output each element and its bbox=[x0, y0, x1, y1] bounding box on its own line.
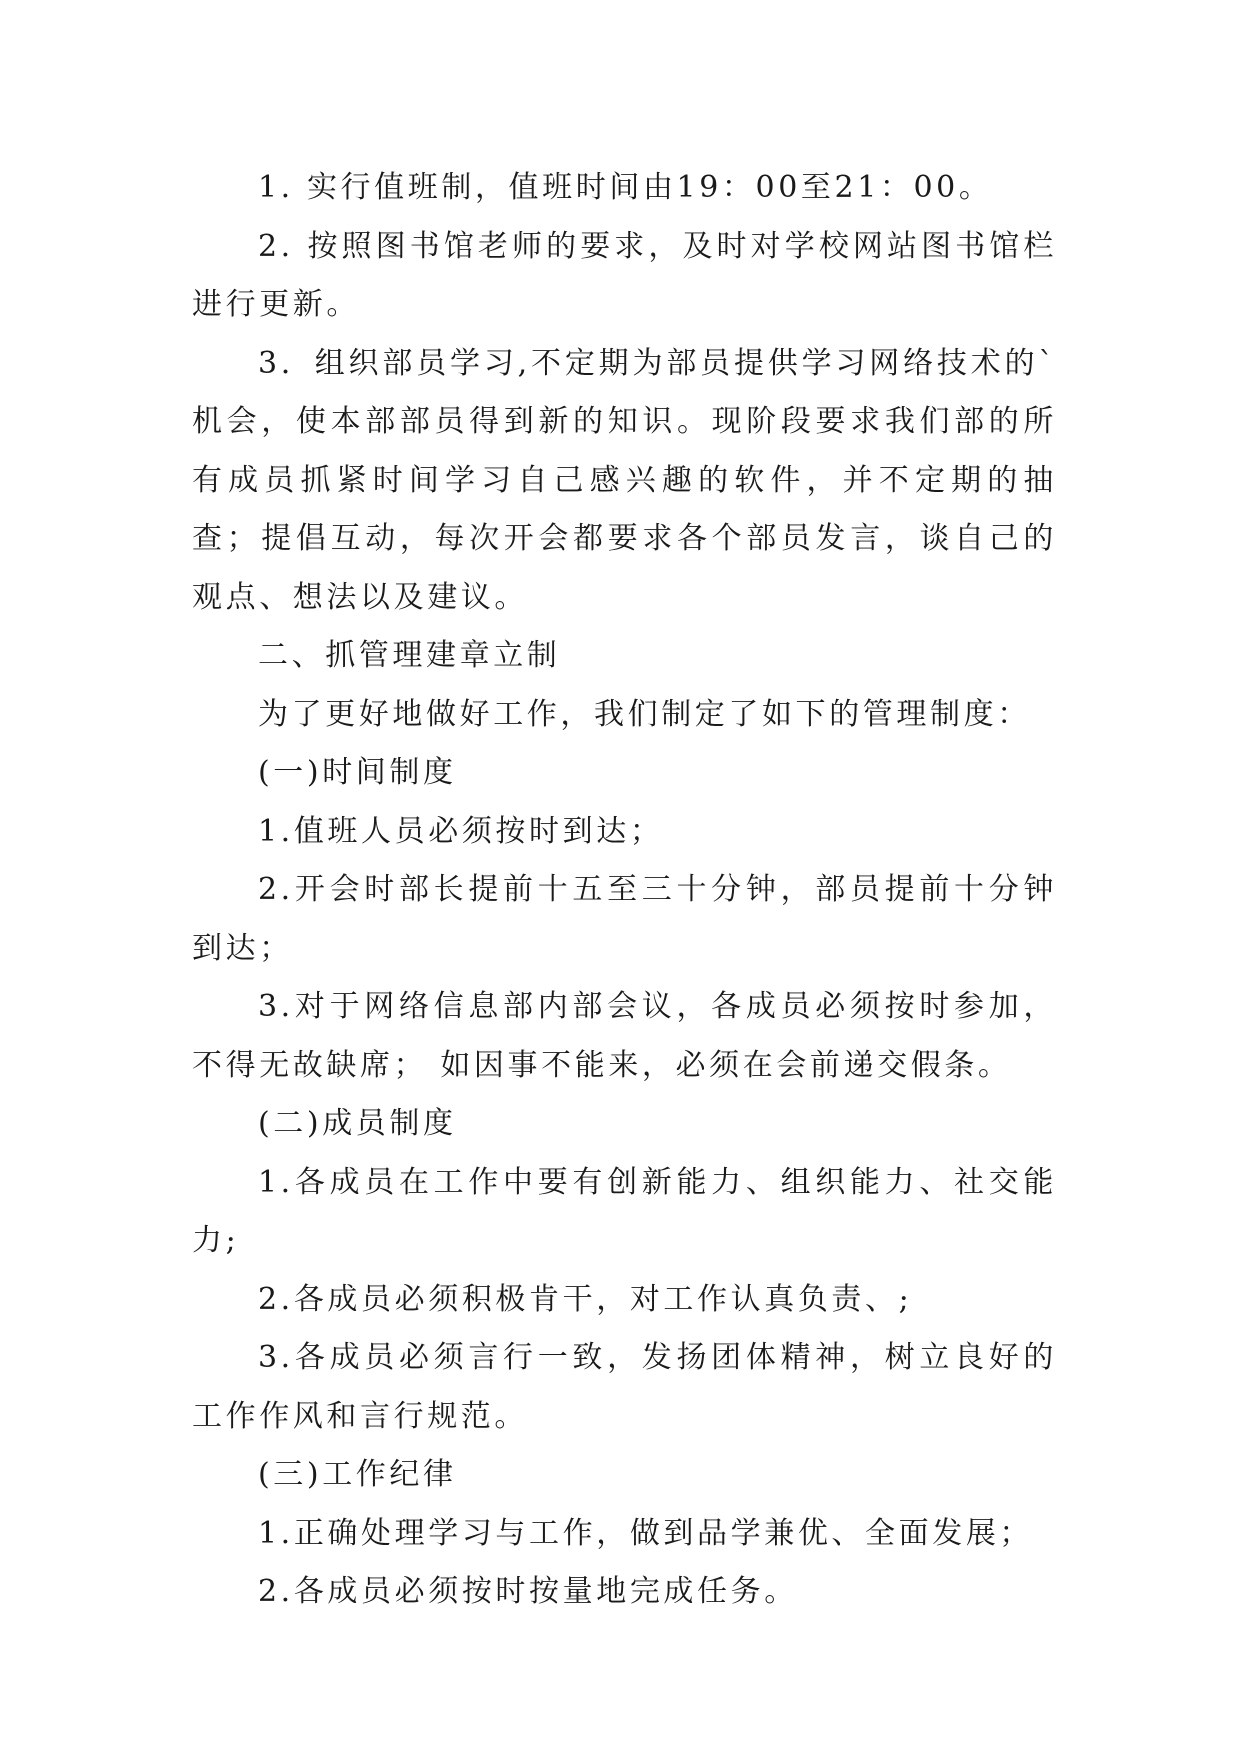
paragraph-time-rule-2: 2.开会时部长提前十五至三十分钟，部员提前十分钟到达； bbox=[192, 872, 1057, 966]
paragraph-member-rule-3: 3.各成员必须言行一致，发扬团体精神，树立良好的工作作风和言行规范。 bbox=[192, 1340, 1057, 1434]
paragraph-member-training: 3．组织部员学习,不定期为部员提供学习网络技术的`机会，使本部部员得到新的知识。现阶段要求我们部的所有成员抓紧时间学习自己感兴趣的软件，并不定期的抽查；提倡互动，每次开会都要求各个部员发言，谈自己的观点、想法以及建议。 bbox=[192, 345, 1057, 615]
document-body bbox=[192, 159, 1057, 1622]
paragraph-time-rule-3: 3.对于网络信息部内部会议，各成员必须按时参加，不得无故缺席； 如因事不能来，必须在会前递交假条。 bbox=[192, 989, 1057, 1083]
paragraph-member-rule-2: 2.各成员必须积极肯干，对工作认真负责、; bbox=[258, 1281, 913, 1317]
subheading-member-system: (二)成员制度 bbox=[258, 1106, 457, 1141]
paragraph-library-update: 2. 按照图书馆老师的要求，及时对学校网站图书馆栏进行更新。 bbox=[192, 228, 1057, 322]
paragraph-discipline-rule-1: 1.正确处理学习与工作，做到品学兼优、全面发展； bbox=[258, 1515, 1034, 1551]
paragraph-discipline-rule-2: 2.各成员必须按时按量地完成任务。 bbox=[258, 1574, 798, 1609]
subheading-time-system: (一)时间制度 bbox=[258, 755, 457, 790]
section-heading-management: 二、抓管理建章立制 bbox=[258, 638, 561, 673]
paragraph-management-intro: 为了更好地做好工作，我们制定了如下的管理制度： bbox=[258, 696, 1031, 732]
paragraph-time-rule-1: 1.值班人员必须按时到达； bbox=[258, 813, 664, 849]
paragraph-member-rule-1: 1.各成员在工作中要有创新能力、组织能力、社交能力; bbox=[192, 1164, 1057, 1258]
paragraph-duty-system: 1. 实行值班制，值班时间由19：00至21：00。 bbox=[258, 170, 993, 205]
subheading-work-discipline: (三)工作纪律 bbox=[258, 1457, 457, 1492]
